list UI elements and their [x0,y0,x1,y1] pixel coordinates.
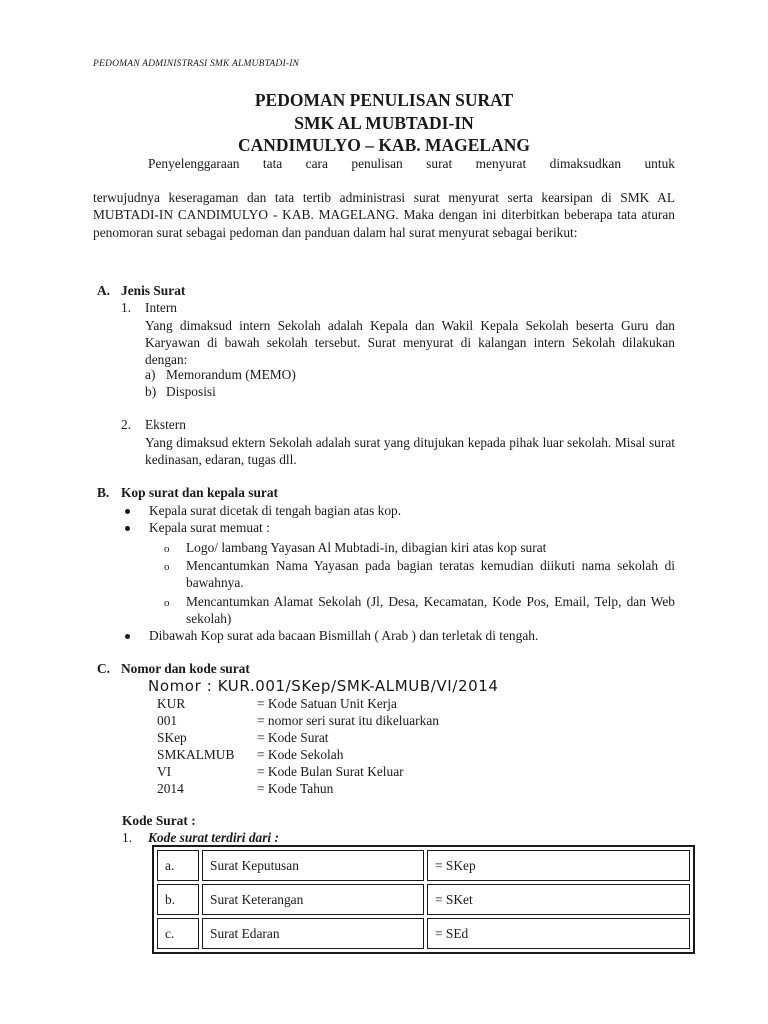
sub-bullet-item [164,557,675,591]
code-value: = Kode Tahun [257,781,334,796]
code-value: = nomor seri surat itu dikeluarkan [257,713,439,728]
subitem-memo [145,367,296,383]
section-a-letter: A. [97,283,111,298]
section-c-title: Nomor dan kode surat [121,661,250,676]
section-b-heading [97,485,278,501]
nomor-example: Nomor : KUR.001/SKep/SMK-ALMUB/VI/2014 [148,677,499,695]
kode-surat-sub-title: Kode surat terdiri dari : [148,830,279,845]
running-header: PEDOMAN ADMINISTRASI SMK ALMUBTADI-IN [93,59,300,69]
sub-bullet-text: Logo/ lambang Yayasan Al Mubtadi-in, dibagian kiri atas kop surat [186,540,547,555]
code-value: = Kode Surat [257,730,329,745]
code-value: = Kode Sekolah [257,747,344,762]
table-row [157,884,690,915]
table-cell-letter: a. [157,850,199,881]
subitem-disposisi-marker: b) [145,384,157,399]
section-c-heading [97,661,250,677]
table-cell-letter: c. [157,918,199,949]
table-cell-letter: b. [157,884,199,915]
bullet-dot-icon [125,634,130,639]
intro-paragraph: terwujudnya keseragaman dan tata tertib administrasi surat menyurat serta kearsipan di SMK AL MUBTADI-IN CANDIMULYO - KAB. MAGELANG. Maka dengan ini diterbitkan beberapa tata aturan penomoran surat sebagai pedoman dan panduan dalam hal surat menyurat sebagai berikut: [93,190,675,240]
document-title-line-2: SMK AL MUBTADI-IN [294,113,474,133]
kode-surat-heading: Kode Surat : [122,813,196,828]
table-cell-code: = SKet [427,884,690,915]
kode-surat-sub-number: 1. [122,830,133,845]
code-key: VI [157,764,172,779]
subitem-disposisi [145,384,216,400]
sub-bullet-item [164,539,675,556]
circle-bullet-icon: o [164,543,170,555]
code-key: SKep [157,730,187,745]
table-row [157,918,690,949]
code-key: KUR [157,696,186,711]
item-2-title: Ekstern [145,417,186,432]
bullet-text: Kepala surat memuat : [149,520,270,535]
kode-surat-table [152,845,695,954]
table-row [157,850,690,881]
document-title-line-3: CANDIMULYO – KAB. MAGELANG [237,135,530,155]
item-2-number: 2. [121,417,132,432]
item-1-title: Intern [145,300,177,315]
sub-bullet-item [164,593,675,627]
table-cell-type: Surat Edaran [202,918,424,949]
code-value: = Kode Bulan Surat Keluar [257,764,404,779]
bullet-dot-icon [125,526,130,531]
code-value: = Kode Satuan Unit Kerja [257,696,397,711]
item-2-paragraph: Yang dimaksud ektern Sekolah adalah surat yang ditujukan kepada pihak luar sekolah. Misal surat kedinasan, edaran, tugas dll. [145,435,675,467]
table-cell-code: = SEd [427,918,690,949]
section-a-title: Jenis Surat [121,283,186,298]
bullet-text: Kepala surat dicetak di tengah bagian atas kop. [149,503,402,518]
section-b-letter: B. [97,485,110,500]
bullet-dot-icon [125,509,130,514]
sub-bullet-text: Mencantumkan Alamat Sekolah (Jl, Desa, Kecamatan, Kode Pos, Email, Telp, dan Web sekolah) [186,594,675,626]
bullet-text: Dibawah Kop surat ada bacaan Bismillah ( Arab ) dan terletak di tengah. [149,628,539,643]
subitem-disposisi-text: Disposisi [166,384,216,399]
subitem-memo-marker: a) [145,367,156,382]
circle-bullet-icon: o [164,597,170,609]
subitem-memo-text: Memorandum (MEMO) [166,367,296,382]
section-a-heading [97,283,185,299]
table-cell-type: Surat Keputusan [202,850,424,881]
section-c-letter: C. [97,661,111,676]
item-1-number: 1. [121,300,132,315]
section-b-title: Kop surat dan kepala surat [121,485,278,500]
intro-first-line: Penyelenggaraan tata cara penulisan surat menyurat dimaksudkan untuk [148,156,675,171]
table-cell-type: Surat Keterangan [202,884,424,915]
sub-bullet-text: Mencantumkan Nama Yayasan pada bagian teratas kemudian diikuti nama sekolah di bawahnya. [186,558,675,590]
code-key: 001 [157,713,178,728]
code-key: SMKALMUB [157,747,235,762]
circle-bullet-icon: o [164,561,170,573]
document-title-line-1: PEDOMAN PENULISAN SURAT [254,90,514,110]
code-key: 2014 [157,781,184,796]
item-1-paragraph: Yang dimaksud intern Sekolah adalah Kepala dan Wakil Kepala Sekolah beserta Guru dan Karyawan di bawah sekolah tersebut. Surat menyurat di kalangan intern Sekolah dilakukan dengan: [145,318,675,367]
table-cell-code: = SKep [427,850,690,881]
